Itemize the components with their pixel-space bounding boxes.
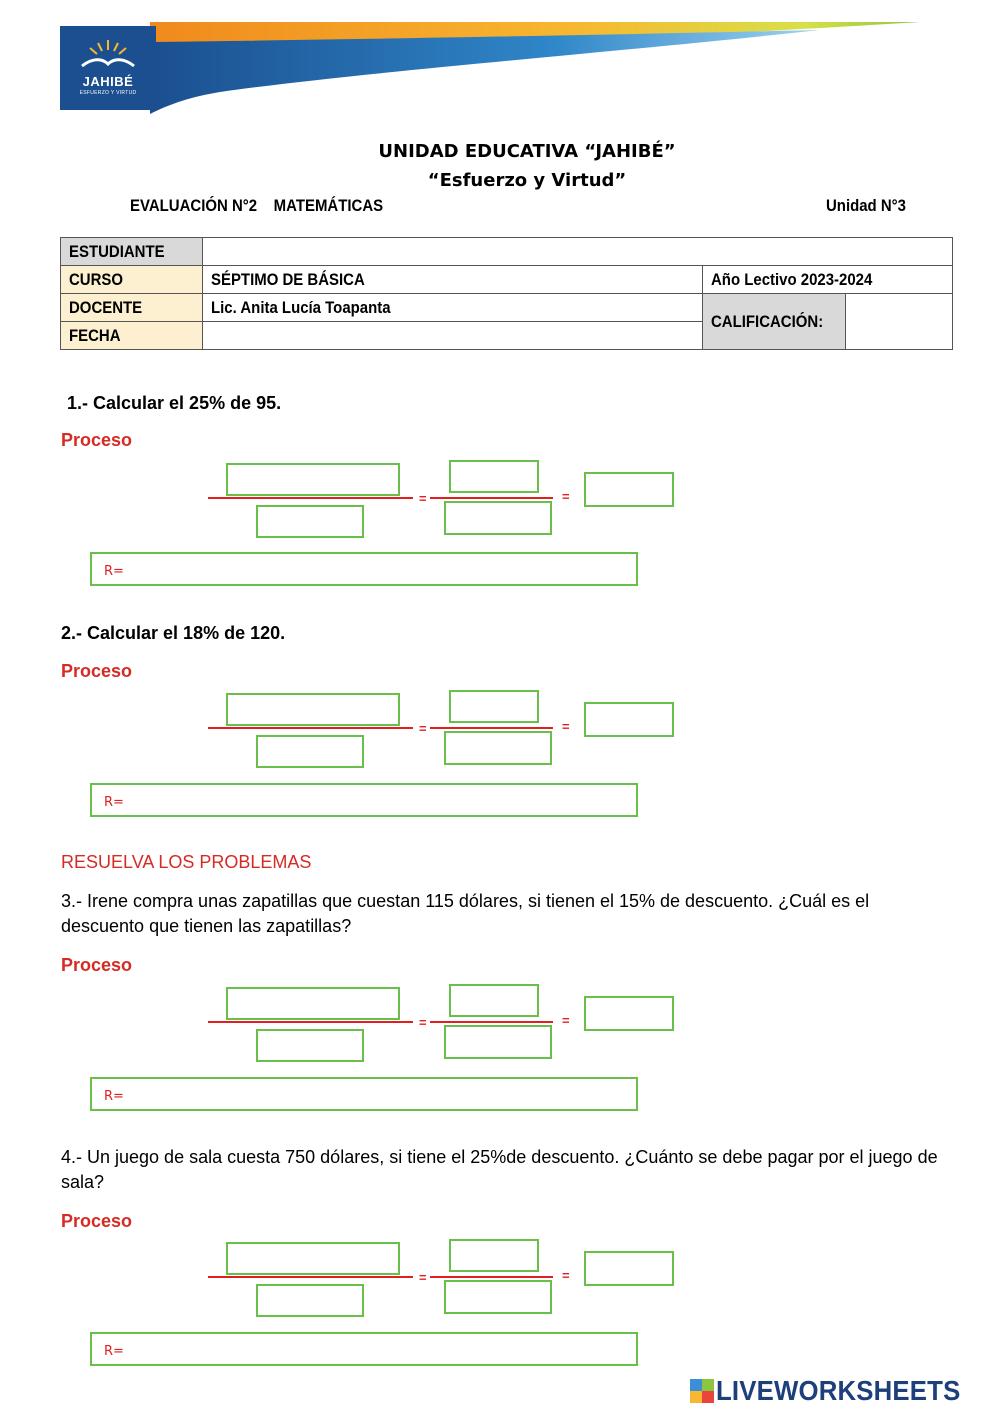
evaluation-title: EVALUACIÓN N°2 MATEMÁTICAS: [130, 196, 384, 215]
fraction-bar: [208, 497, 413, 499]
fraction-bar: [208, 727, 413, 729]
unit-label: Unidad N°3: [826, 196, 906, 215]
denominator-result-input[interactable]: [444, 1025, 552, 1059]
school-title: UNIDAD EDUCATIVA “JAHIBÉ”: [378, 141, 676, 162]
equals-sign: =: [562, 719, 570, 734]
question-2-exercise: [0, 685, 999, 825]
numerator-input[interactable]: [226, 987, 400, 1020]
result-input[interactable]: [584, 472, 674, 507]
equals-sign: =: [419, 1015, 427, 1030]
denominator-input[interactable]: [256, 1284, 364, 1317]
denominator-result-input[interactable]: [444, 731, 552, 765]
question-4-process-label: Proceso: [61, 1211, 133, 1231]
logo-name: JAHIBÉ: [82, 74, 134, 89]
question-3-exercise: [0, 979, 999, 1119]
fraction-bar: [430, 497, 553, 499]
fraction-bar: [430, 727, 553, 729]
answer-input[interactable]: [90, 1332, 638, 1366]
denominator-result-input[interactable]: [444, 1280, 552, 1314]
date-field[interactable]: [203, 322, 703, 350]
liveworksheets-logo: [690, 1375, 982, 1407]
question-2-process-label: Proceso: [61, 661, 133, 681]
header-banner: [60, 22, 920, 114]
numerator-input[interactable]: [226, 1242, 400, 1275]
result-input[interactable]: [584, 996, 674, 1031]
teacher-label: DOCENTE: [61, 294, 203, 322]
student-info-table: [60, 237, 953, 350]
answer-prefix: R=: [104, 1089, 124, 1104]
denominator-input[interactable]: [256, 735, 364, 768]
student-label: ESTUDIANTE: [61, 238, 203, 266]
equals-sign: =: [562, 1013, 570, 1028]
answer-prefix: R=: [104, 1344, 124, 1359]
answer-input[interactable]: [90, 552, 638, 586]
result-input[interactable]: [584, 1251, 674, 1286]
fraction-bar: [208, 1276, 413, 1278]
question-3-text: 3.- Irene compra unas zapatillas que cuestan 115 dólares, si tienen el 15% de descuento. ¿Cuál es el descuento que tienen las zapatillas?: [61, 891, 870, 936]
date-label: FECHA: [61, 322, 203, 350]
teacher-value: Lic. Anita Lucía Toapanta: [203, 294, 703, 322]
question-4-exercise: [0, 1234, 999, 1374]
school-logo: [60, 26, 156, 110]
denominator-result-input[interactable]: [444, 501, 552, 535]
answer-prefix: R=: [104, 795, 124, 810]
course-value: SÉPTIMO DE BÁSICA: [203, 266, 703, 294]
numerator-input[interactable]: [226, 693, 400, 726]
answer-prefix: R=: [104, 564, 124, 579]
numerator-input[interactable]: [226, 463, 400, 496]
brand-name: LIVEWORKSHEETS: [716, 1375, 961, 1406]
equals-sign: =: [419, 721, 427, 736]
answer-input[interactable]: [90, 783, 638, 817]
school-year: Año Lectivo 2023-2024: [703, 266, 953, 294]
question-4-text: 4.- Un juego de sala cuesta 750 dólares, si tiene el 25%de descuento. ¿Cuánto se debe pagar por el juego de sala?: [61, 1147, 938, 1192]
open-book-sun-icon: [78, 36, 138, 70]
equals-sign: =: [419, 1270, 427, 1285]
denominator-input[interactable]: [256, 1029, 364, 1062]
denominator-input[interactable]: [256, 505, 364, 538]
fraction-bar: [430, 1021, 553, 1023]
logo-motto: ESFUERZO Y VIRTUD: [79, 90, 137, 96]
equals-sign: =: [562, 1268, 570, 1283]
fraction-bar: [208, 1021, 413, 1023]
numerator-result-input[interactable]: [449, 690, 539, 723]
course-label: CURSO: [61, 266, 203, 294]
student-field[interactable]: [203, 238, 953, 266]
liveworksheets-icon: [690, 1379, 714, 1403]
numerator-result-input[interactable]: [449, 1239, 539, 1272]
fraction-bar: [430, 1276, 553, 1278]
question-1-exercise: [0, 455, 999, 595]
question-2-text: 2.- Calcular el 18% de 120.: [61, 623, 286, 643]
grade-field[interactable]: [846, 294, 953, 350]
numerator-result-input[interactable]: [449, 460, 539, 493]
equals-sign: =: [419, 491, 427, 506]
result-input[interactable]: [584, 702, 674, 737]
question-1-text: 1.- Calcular el 25% de 95.: [67, 393, 282, 413]
problems-heading: RESUELVA LOS PROBLEMAS: [61, 852, 312, 872]
answer-input[interactable]: [90, 1077, 638, 1111]
grade-label: CALIFICACIÓN:: [703, 294, 846, 350]
question-3-process-label: Proceso: [61, 955, 133, 975]
equals-sign: =: [562, 489, 570, 504]
numerator-result-input[interactable]: [449, 984, 539, 1017]
question-1-process-label: Proceso: [61, 430, 133, 450]
school-motto: “Esfuerzo y Virtud”: [427, 170, 627, 191]
